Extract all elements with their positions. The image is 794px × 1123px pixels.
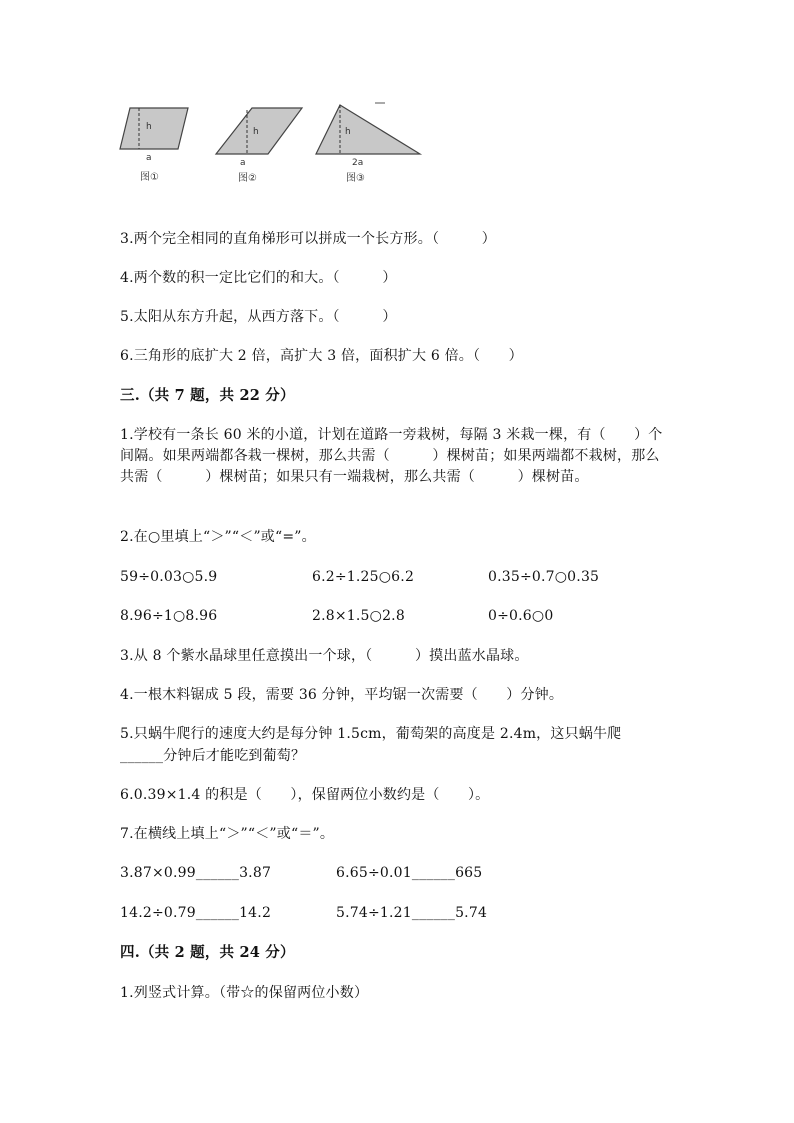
parallelogram-1 (120, 108, 188, 149)
h-label-2: h (253, 127, 259, 137)
judge-question-5: 5.太阳从东方升起，从西方落下。（ ） (120, 309, 397, 325)
inequality-item: 5.74÷1.21______5.74 (336, 905, 488, 921)
compare-item: 2.8×1.5○2.8 (312, 608, 405, 624)
section-3-title: 三.（共 7 题，共 22 分） (120, 387, 295, 404)
fill-question-1: 1.学校有一条长 60 米的小道，计划在道路一旁栽树，每隔 3 米栽一棵，有（ ）个间隔。如果两端都各栽一棵树，那么共需（ ）棵树苗；如果两端都不栽树，那么共需（ ）棵树苗；如果只有一端栽树，那么共需（ ）棵树苗。 (120, 427, 663, 485)
compare-item: 8.96÷1○8.96 (120, 608, 218, 624)
compare-item: 59÷0.03○5.9 (120, 569, 218, 585)
compare-item: 0÷0.6○0 (488, 608, 554, 624)
fill-question-4: 4.一根木料锯成 5 段，需要 36 分钟，平均锯一次需要（ ）分钟。 (120, 687, 564, 703)
base-label-1: a (146, 153, 152, 163)
judge-question-4: 4.两个数的积一定比它们的和大。（ ） (120, 270, 397, 286)
section-4-title: 四.（共 2 题，共 24 分） (120, 944, 295, 961)
calc-question-1: 1.列竖式计算。（带☆的保留两位小数） (120, 985, 369, 1001)
parallelogram-2 (216, 108, 302, 154)
geometry-figures (120, 96, 440, 192)
inequality-item: 6.65÷0.01______665 (336, 865, 483, 881)
judge-question-6: 6.三角形的底扩大 2 倍，高扩大 3 倍，面积扩大 6 倍。（ ） (120, 348, 523, 364)
compare-item: 6.2÷1.25○6.2 (312, 569, 415, 585)
figure-label-1: 图① (140, 172, 159, 183)
fill-question-7: 7.在横线上填上“＞”“＜”或“＝”。 (120, 826, 335, 842)
inequality-item: 14.2÷0.79______14.2 (120, 905, 272, 921)
h-label-1: h (146, 122, 152, 132)
compare-item: 0.35÷0.7○0.35 (488, 569, 600, 585)
figures-svg (120, 96, 440, 192)
fill-question-2: 2.在○里填上“＞”“＜”或“=”。 (120, 529, 316, 545)
inequality-item: 3.87×0.99______3.87 (120, 865, 272, 881)
h-label-3: h (345, 127, 351, 137)
fill-question-6: 6.0.39×1.4 的积是（ ），保留两位小数约是（ ）。 (120, 787, 490, 803)
figure-label-2: 图② (238, 173, 257, 184)
fill-question-5-line1: 5.只蜗牛爬行的速度大约是每分钟 1.5cm，葡萄架的高度是 2.4m，这只蜗牛爬 (120, 726, 622, 742)
triangle-3 (316, 105, 420, 154)
fill-question-3: 3.从 8 个紫水晶球里任意摸出一个球，（ ）摸出蓝水晶球。 (120, 648, 529, 664)
fill-question-5-line2: ______分钟后才能吃到葡萄？ (120, 748, 306, 764)
figure-label-3: 图③ (346, 173, 365, 184)
base-label-3: 2a (352, 158, 364, 168)
base-label-2: a (240, 158, 246, 168)
judge-question-3: 3.两个完全相同的直角梯形可以拼成一个长方形。（ ） (120, 231, 496, 247)
